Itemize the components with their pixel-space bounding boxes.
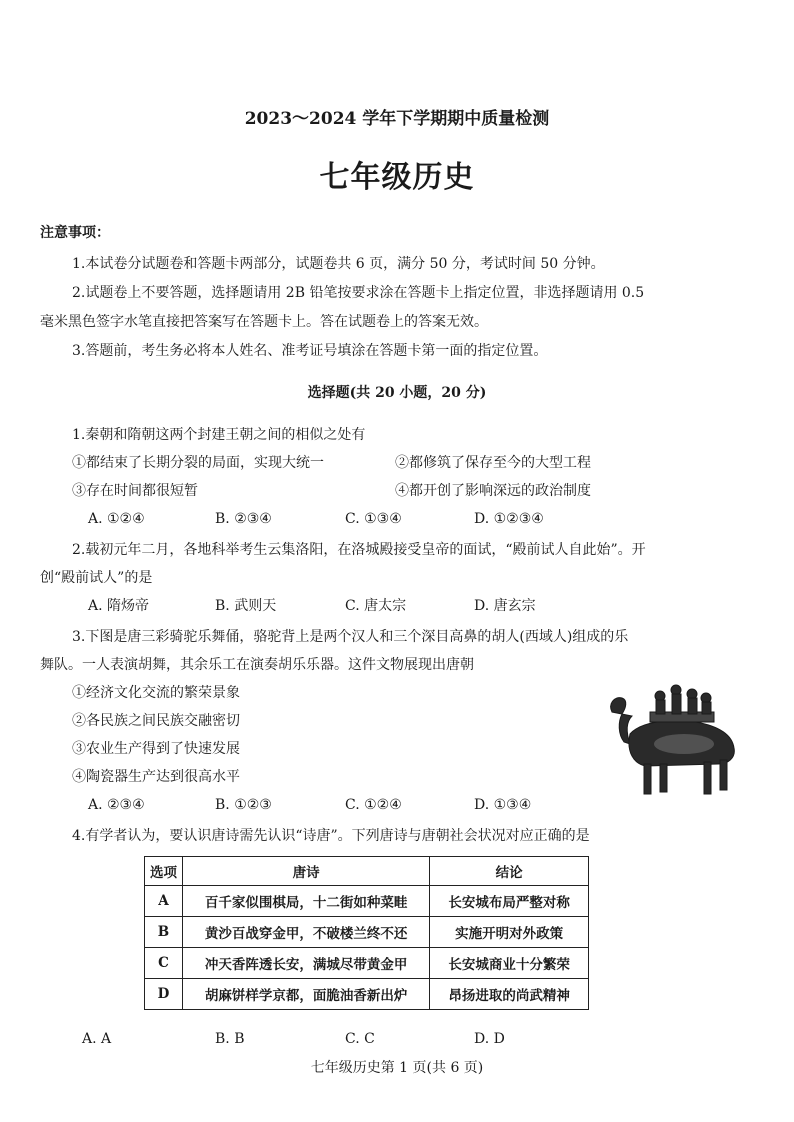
q4-stem: 4.有学者认为，要认识唐诗需先认识“诗唐”。下列唐诗与唐朝社会状况对应正确的是 xyxy=(72,828,590,844)
q1-stem: 1.秦朝和隋朝这两个封建王朝之间的相似之处有 xyxy=(72,427,366,443)
exam-subtitle: 2023～2024 学年下学期期中质量检测 xyxy=(244,109,550,129)
table-row xyxy=(145,917,589,948)
q3-option-a[interactable]: A. ②③④ xyxy=(88,797,145,813)
q3-statement-4: ④陶瓷器生产达到很高水平 xyxy=(72,769,240,785)
q4-option-d[interactable]: D. D xyxy=(474,1031,505,1047)
q2-stem-line2: 创“殿前试人”的是 xyxy=(40,570,153,586)
q4-row-c-conclusion: 长安城商业十分繁荣 xyxy=(430,948,589,979)
q4-row-b-conclusion: 实施开明对外政策 xyxy=(430,917,589,948)
q4-header-poem: 唐诗 xyxy=(182,857,429,886)
exam-title: 七年级历史 xyxy=(319,160,475,195)
q3-statement-2: ②各民族之间民族交融密切 xyxy=(72,713,240,729)
table-row xyxy=(145,948,589,979)
q1-statement-4: ④都开创了影响深远的政治制度 xyxy=(395,483,591,499)
q4-header-conclusion: 结论 xyxy=(430,857,589,886)
q1-statement-1: ①都结束了长期分裂的局面，实现大统一 xyxy=(72,455,324,471)
notice-item-2-cont: 毫米黑色签字水笔直接把答案写在答题卡上。答在试题卷上的答案无效。 xyxy=(40,314,488,330)
notice-item-1: 1.本试卷分试题卷和答题卡两部分，试题卷共 6 页，满分 50 分，考试时间 50 分钟。 xyxy=(72,256,605,272)
q4-row-c-letter: C xyxy=(145,948,183,979)
q3-option-d[interactable]: D. ①③④ xyxy=(474,797,532,813)
q3-statement-1: ①经济文化交流的繁荣景象 xyxy=(72,685,240,701)
q4-row-d-conclusion: 昂扬进取的尚武精神 xyxy=(430,979,589,1010)
notice-item-3: 3.答题前，考生务必将本人姓名、准考证号填涂在答题卡第一面的指定位置。 xyxy=(72,343,548,359)
table-row xyxy=(145,886,589,917)
q3-option-c[interactable]: C. ①②④ xyxy=(345,797,402,813)
q1-option-c[interactable]: C. ①③④ xyxy=(345,511,402,527)
q3-statement-3: ③农业生产得到了快速发展 xyxy=(72,741,240,757)
q1-statement-2: ②都修筑了保存至今的大型工程 xyxy=(395,455,591,471)
q4-option-a[interactable]: A. A xyxy=(82,1031,112,1047)
q4-row-c-poem: 冲天香阵透长安，满城尽带黄金甲 xyxy=(182,948,429,979)
q2-option-c[interactable]: C. 唐太宗 xyxy=(345,598,407,614)
q4-row-a-letter: A xyxy=(145,886,183,917)
q4-row-b-letter: B xyxy=(145,917,183,948)
q1-option-a[interactable]: A. ①②④ xyxy=(88,511,145,527)
q1-option-d[interactable]: D. ①②③④ xyxy=(474,511,544,527)
q4-header-option: 选项 xyxy=(145,857,183,886)
q3-stem-line1: 3.下图是唐三彩骑驼乐舞俑，骆驼背上是两个汉人和三个深目高鼻的胡人(西域人)组成的乐 xyxy=(72,629,629,645)
page-footer: 七年级历史第 1 页(共 6 页) xyxy=(310,1060,484,1076)
q2-stem-line1: 2.载初元年二月，各地科举考生云集洛阳，在洛城殿接受皇帝的面试，“殿前试人自此始”。开 xyxy=(72,542,646,558)
q4-row-d-letter: D xyxy=(145,979,183,1010)
q4-row-b-poem: 黄沙百战穿金甲，不破楼兰终不还 xyxy=(182,917,429,948)
q3-stem-line2: 舞队。一人表演胡舞，其余乐工在演奏胡乐乐器。这件文物展现出唐朝 xyxy=(40,657,474,673)
q1-statement-3: ③存在时间都很短暂 xyxy=(72,483,198,499)
q4-option-c[interactable]: C. C xyxy=(345,1031,375,1047)
q4-option-b[interactable]: B. B xyxy=(215,1031,245,1047)
section-title: 选择题(共 20 小题，20 分) xyxy=(307,385,487,401)
notice-item-2: 2.试题卷上不要答题，选择题请用 2B 铅笔按要求涂在答题卡上指定位置，非选择题请用 0.5 xyxy=(72,285,645,301)
q2-option-d[interactable]: D. 唐玄宗 xyxy=(474,598,536,614)
q1-option-b[interactable]: B. ②③④ xyxy=(215,511,272,527)
q2-option-b[interactable]: B. 武则天 xyxy=(215,598,277,614)
q4-row-d-poem: 胡麻饼样学京都，面脆油香新出炉 xyxy=(182,979,429,1010)
q4-table xyxy=(144,856,589,1010)
q4-row-a-conclusion: 长安城布局严整对称 xyxy=(430,886,589,917)
q4-table-header-row xyxy=(145,857,589,886)
notice-heading: 注意事项： xyxy=(40,225,110,241)
q4-row-a-poem: 百千家似围棋局，十二街如种菜畦 xyxy=(182,886,429,917)
table-row xyxy=(145,979,589,1010)
camel-figurine-image xyxy=(600,682,748,800)
q3-option-b[interactable]: B. ①②③ xyxy=(215,797,272,813)
q2-option-a[interactable]: A. 隋炀帝 xyxy=(88,598,150,614)
